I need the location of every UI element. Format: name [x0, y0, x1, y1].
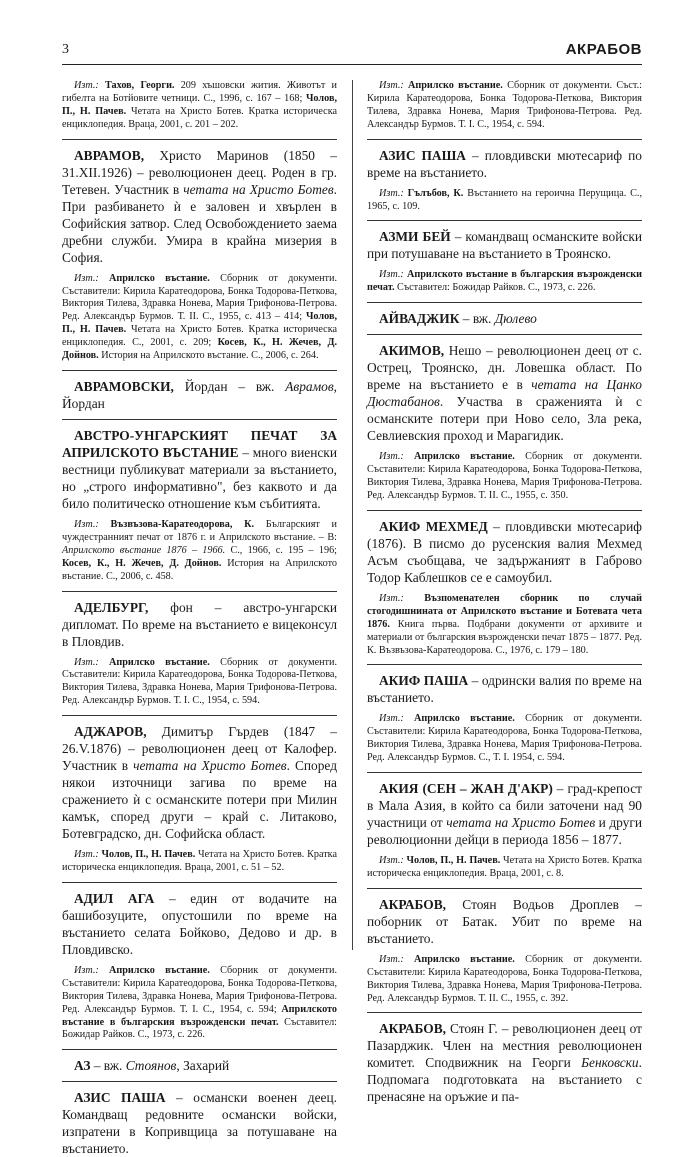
entry-rule — [62, 1081, 337, 1082]
entry-rule — [367, 334, 642, 335]
entry: АДИЛ АГА – един от водачите на башибозуците, опустошили по време на въстанието селата Бойково, Дедово и др. в Пловдивско. — [62, 890, 337, 957]
entry-rule — [367, 510, 642, 511]
running-head: АКРАБОВ — [565, 41, 642, 58]
entry: АЗМИ БЕЙ – командващ османските войски при потушаване на въстанието в Троянско. — [367, 229, 643, 262]
entry-rule — [367, 888, 642, 889]
entry: АЗИС ПАША – пловдивски мютесариф по време на въстанието. — [367, 147, 642, 180]
entry: АКРАБОВ, Стоян Водьов Дроплев – поборник от Батак. Убит по време на въстанието. — [367, 896, 642, 946]
column-divider — [352, 80, 353, 950]
left-column — [62, 80, 337, 1157]
entry-rule — [62, 139, 337, 140]
entry-rule — [62, 1049, 337, 1050]
entry: АЗ – вж. Стоянов, Захарий — [74, 1058, 230, 1074]
entry-rule — [367, 139, 642, 140]
source-note: Изт.: Чолов, П., Н. Пачев. Четата на Христо Ботев. Кратка историческа енциклопедия. Враца, 2001, с. 8. — [367, 855, 642, 879]
source-note: Изт.: Априлско въстание. Сборник от документи. Съставители: Кирила Каратеодорова, Бонка Тодорова-Петкова, Виктория Тилева, Здравка Нонева, Мария Трифонова-Петрова. Ред. Александър Бурмов. Т. I. С., 1954, с. 594. — [62, 656, 338, 707]
entry: АЗИС ПАША – османски военен деец. Командващ редовните османски войски, изпратени в Копривщица за потушаване на въстанието. — [62, 1090, 337, 1157]
source-note: Изт.: Възвъзова-Каратеодорова, К. Българският и чуждестранният печат от 1876 г. и Априлското въстание. – В: Априлското въстание 1876 – 1966. С., 1966, с. 195 – 196; Косев, К., Н. Жечев, Д. Дойнов. История на Априлското въстание. С., 2006, с. 458. — [62, 518, 338, 582]
entry: АКИФ ПАША – одрински валия по време на въстанието. — [367, 673, 642, 706]
entry-rule — [367, 302, 642, 303]
source-note: Изт.: Тахов, Георги. 209 хъшовски жития. Животът и гибелта на Ботйовите четници. С., 1996, с. 167 – 168; Чолов, П., Н. Пачев. Четата на Христо Ботев. Кратка историческа енциклопедия. Враца, 2001, с. 201 – 202. — [62, 80, 338, 130]
source-note: Изт.: Априлското въстание в българския възрожденски печат. Съставител: Божидар Райков. С., 1973, с. 226. — [367, 269, 642, 294]
right-column — [367, 80, 642, 1105]
source-note: Изт.: Априлско въстание. Сборник от документи. Съставители: Кирила Каратеодорова, Бонка Тодорова-Петкова, Виктория Тилева, Здравка Нонева, Мария Трифонова-Петрова. Ред. Александър Бурмов. Т. I. С., 1954, с. 594; Априлското въстание в българския възрожденски печат. Съставител: Божидар Райков. С., 1973, с. 226. — [62, 964, 338, 1041]
entry-rule — [367, 772, 642, 773]
entry: АКИФ МЕХМЕД – пловдивски мютесариф (1876). В писмо до русенския валия Мехмед Асъм съобщава, че задържаният в Габрово Тодор Каблешков се е самоубил. — [367, 518, 642, 585]
source-note: Изт.: Априлско въстание. Сборник от документи. Съставители: Кирила Каратеодорова, Бонка Тодорова-Петкова, Виктория Тилева, Здравка Нонева, Мария Трифонова-Петрова. Ред. Александър Бурмов. Т. II. С., 1955, с. 350. — [367, 451, 643, 501]
entry-rule — [62, 419, 337, 420]
entry: АВРАМОВСКИ, Йордан – вж. Аврамов, Йордан — [62, 378, 337, 411]
entry: АЙВАДЖИК – вж. Дюлево — [379, 311, 537, 327]
source-note: Изт.: Гълъбов, К. Въстанието на героична Перущица. С., 1965, с. 109. — [367, 187, 643, 212]
source-note: Изт.: Априлско въстание. Сборник от документи. Съст.: Кирила Каратеодорова, Бонка Тодорова-Петкова, Виктория Тилева, Здравка Нонева, Мария Трифонова-Петрова. Ред. Александър Бурмов. Т. I. С., 1954, с. 594. — [367, 80, 642, 130]
entry: АДЖАРОВ, Димитър Гърдев (1847 – 26.V.1876) – революционен деец от Калофер. Участник в четата на Христо Ботев. Според някои източници загива по време на сражението ѝ с османските потери при Милин камък, според други – край с. Литаково, Ботевградско, дн. Софийска област. — [62, 724, 338, 842]
source-note: Изт.: Възпоменателен сборник по случай стогодишнината от Априлското въстание и Ботевата чета 1876. Книга първа. Подбрани документи от архивите и материали от българския възрожденски печат 1875 – 1877. Ред. К. Възвъзова-Каратеодорова. С., 1976, с. 179 – 180. — [367, 592, 642, 656]
page-number: 3 — [62, 42, 69, 57]
source-note: Изт.: Чолов, П., Н. Пачев. Четата на Христо Ботев. Кратка историческа енциклопедия. Враца, 2001, с. 51 – 52. — [62, 849, 337, 874]
entry-rule — [62, 715, 337, 716]
entry: АКРАБОВ, Стоян Г. – революционен деец от Пазарджик. Член на местния революционен комитет. Сподвижник на Георги Бенковски. Подпомага подготовката на въстанието с пренасяне на оръжие и па- — [367, 1021, 642, 1105]
entry-rule — [367, 664, 642, 665]
entry-rule — [62, 370, 337, 371]
entry: АКИЯ (СЕН – ЖАН Д'АКР) – град-крепост в Мала Азия, в който са били заточени над 90 участници от четата на Христо Ботев и други революционни дейци в периода 1856 – 1877. — [367, 781, 643, 848]
source-note: Изт.: Априлско въстание. Сборник от документи. Съставители: Кирила Каратеодорова, Бонка Тодорова-Петкова, Виктория Тилева, Здравка Нонева, Мария Трифонова-Петрова. Ред. Александър Бурмов. Т. II. С., 1955, с. 392. — [367, 953, 643, 1004]
entry: АВСТРО-УНГАРСКИЯТ ПЕЧАТ ЗА АПРИЛСКОТО ВЪСТАНИЕ – много виенски вестници публикуват материали за въстанието, но „строго информативно", без каквото и да било политическо отношение към събитията. — [62, 427, 337, 511]
header-rule — [62, 64, 642, 65]
page-header — [62, 40, 642, 66]
entry-rule — [62, 591, 337, 592]
source-note: Изт.: Априлско въстание. Сборник от документи. Съставители: Кирила Каратеодорова, Бонка Тодорова-Петкова, Виктория Тилева, Здравка Нонева, Мария Трифонова-Петрова. Ред. Александър Бурмов. Т. II. С., 1955, с. 413 – 414; Чолов, П., Н. Пачев. Четата на Христо Ботев. Кратка историческа енциклопедия. С., 2001, с. 209; Косев, К., Н. Жечев, Д. Дойнов. История на Априлското въстание. С., 2006, с. 264. — [62, 272, 338, 362]
entry-rule — [367, 1012, 642, 1013]
source-note: Изт.: Априлско въстание. Сборник от документи. Съставители: Кирила Каратеодорова, Бонка Тодорова-Петкова, Виктория Тилева, Здравка Нонева, Мария Трифонова-Петрова. Ред. Александър Бурмов. С., Т. I. 1954, с. 594. — [367, 713, 643, 764]
entry: АВРАМОВ, Христо Маринов (1850 – 31.XII.1926) – революционен деец. Роден в гр. Тетевен. Участник в четата на Христо Ботев. При разбиването ѝ е заловен и хвърлен в Софийския затвор. След Освобождението заема дребни служби. Умира в крайна мизерия в София. — [62, 147, 337, 265]
entry: АКИМОВ, Нешо – революционен деец от с. Острец, Троянско, дн. Ловешка област. По време на въстанието е в четата на Цанко Дюстабанов. Участва в сраженията ѝ с османските потери при Ново село, Зла река, Севлиевския проход и Марагидик. — [367, 343, 642, 444]
entry-rule — [367, 220, 642, 221]
entry-rule — [62, 882, 337, 883]
entry: АДЕЛБУРГ, фон – австро-унгарски дипломат. По време на въстанието е вицеконсул в Пловдив. — [62, 599, 337, 649]
